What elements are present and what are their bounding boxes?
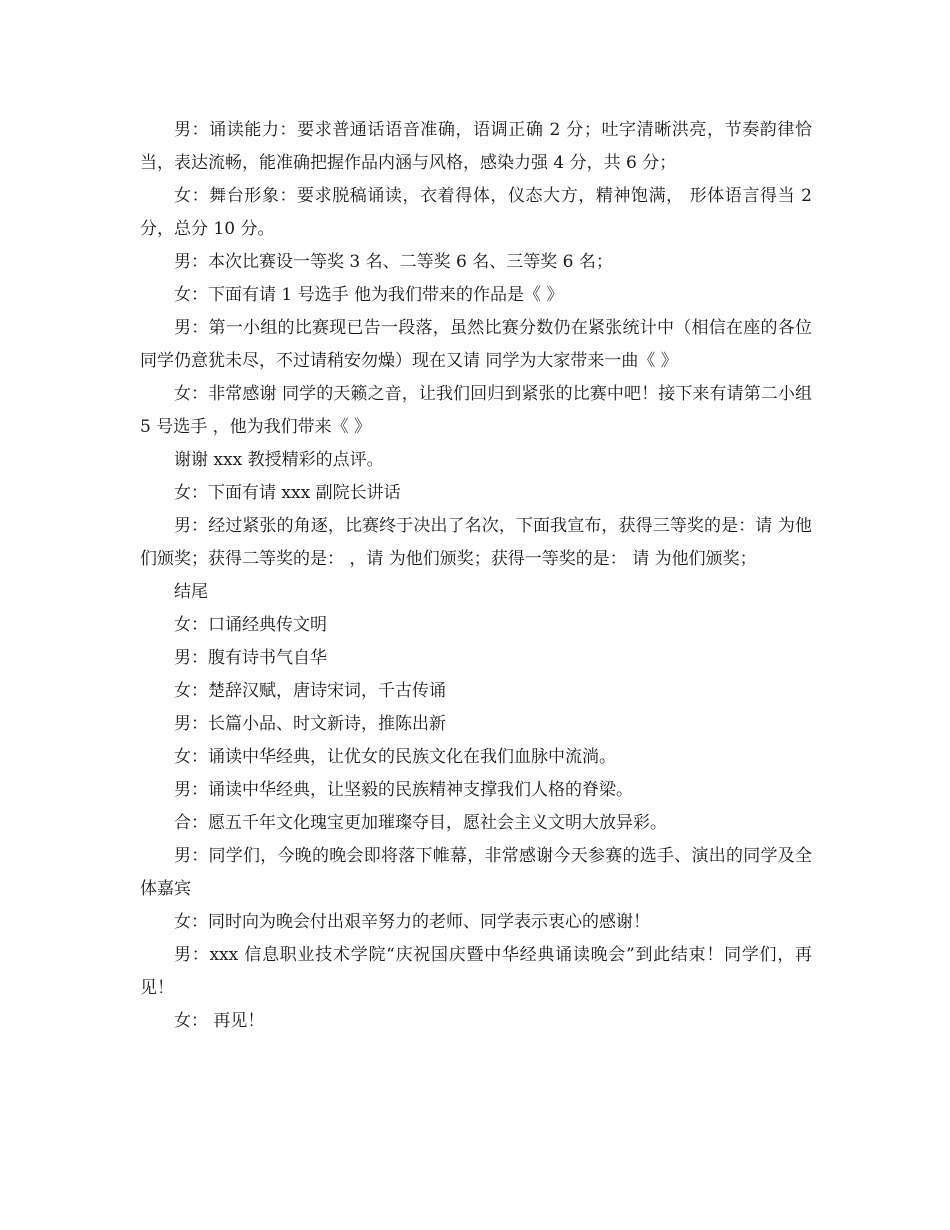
paragraph-18: 男：同学们，今晚的晚会即将落下帷幕，非常感谢今天参赛的选手、演出的同学及全体嘉宾 xyxy=(140,846,812,899)
paragraph-16: 男：诵读中华经典，让坚毅的民族精神支撑我们人格的脊梁。 xyxy=(174,780,633,800)
paragraph-17: 合：愿五千年文化瑰宝更加璀璨夺目，愿社会主义文明大放异彩。 xyxy=(174,813,667,833)
document-body xyxy=(140,114,812,1038)
paragraph-1: 男：诵读能力：要求普通话语音准确，语调正确 2 分；吐字清晰洪亮，节奏韵律恰当，表达流畅，能准确把握作品内涵与风格，感染力强 4 分，共 6 分； xyxy=(140,120,812,173)
paragraph-7: 谢谢 xxx 教授精彩的点评。 xyxy=(174,450,384,470)
paragraph-20: 男：xxx 信息职业技术学院“庆祝国庆暨中华经典诵读晚会”到此结束！同学们，再见！ xyxy=(140,945,812,998)
paragraph-2: 女：舞台形象：要求脱稿诵读，衣着得体，仪态大方，精神饱满， 形体语言得当 2 分，总分 10 分。 xyxy=(140,186,812,239)
paragraph-3: 男：本次比赛设一等奖 3 名、二等奖 6 名、三等奖 6 名； xyxy=(174,252,613,272)
paragraph-9: 男：经过紧张的角逐，比赛终于决出了名次，下面我宣布，获得三等奖的是：请 为他们颁奖；获得二等奖的是： ，请 为他们颁奖；获得一等奖的是： 请 为他们颁奖； xyxy=(140,516,812,569)
paragraph-6: 女：非常感谢 同学的天籁之音，让我们回归到紧张的比赛中吧！接下来有请第二小组 5 号选手 ，他为我们带来《 》 xyxy=(140,384,812,437)
paragraph-5: 男：第一小组的比赛现已告一段落，虽然比赛分数仍在紧张统计中（相信在座的各位同学仍意犹未尽，不过请稍安勿燥）现在又请 同学为大家带来一曲《 》 xyxy=(140,318,812,371)
paragraph-8: 女：下面有请 xxx 副院长讲话 xyxy=(174,483,401,503)
paragraph-14: 男：长篇小品、时文新诗，推陈出新 xyxy=(174,714,446,734)
paragraph-15: 女：诵读中华经典，让优女的民族文化在我们血脉中流淌。 xyxy=(174,747,616,767)
paragraph-19: 女：同时向为晚会付出艰辛努力的老师、同学表示衷心的感谢！ xyxy=(174,912,650,932)
paragraph-13: 女：楚辞汉赋，唐诗宋词，千古传诵 xyxy=(174,681,446,701)
paragraph-21: 女： 再见！ xyxy=(174,1011,265,1031)
section-heading-ending: 结尾 xyxy=(174,582,208,602)
paragraph-4: 女：下面有请 1 号选手 他为我们带来的作品是《 》 xyxy=(174,285,564,305)
paragraph-11: 女：口诵经典传文明 xyxy=(174,615,327,635)
paragraph-12: 男：腹有诗书气自华 xyxy=(174,648,327,668)
